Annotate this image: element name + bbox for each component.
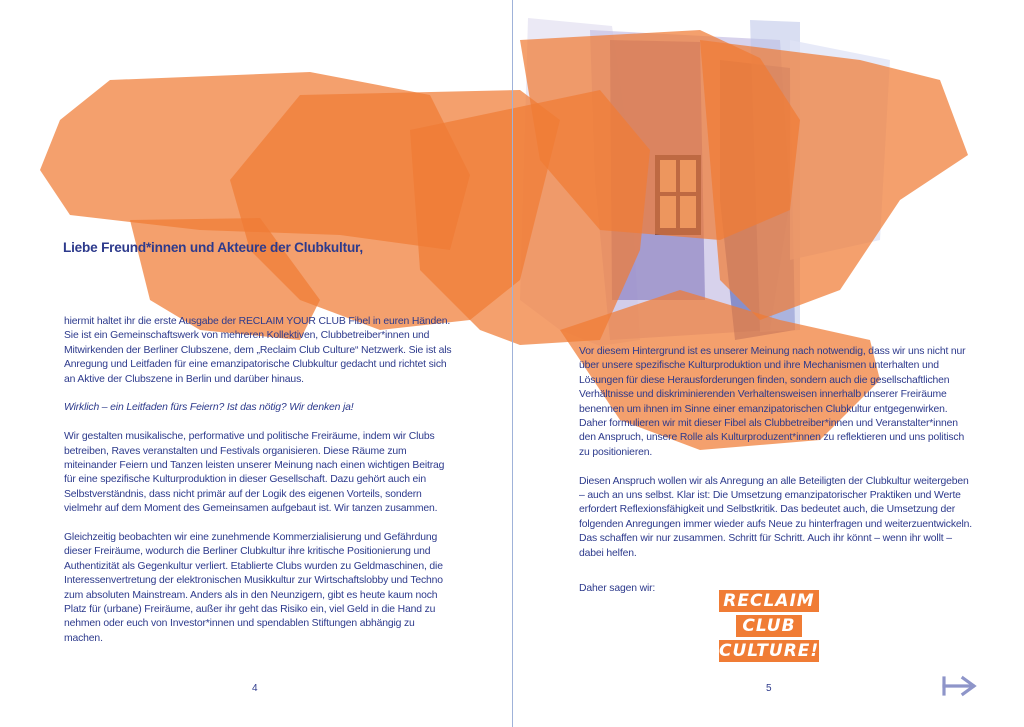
right-paragraph-1: Vor diesem Hintergrund ist es unserer Meinung nach notwendig, dass wir uns nicht nur über unsere spezifische Kulturproduktion und ihre Mechanismen unterhalten und Lösungen für diese Herausforderungen finden, sondern auch die gesellschaftlichen Verhältnisse und diskriminierenden Verhaltensweisen innerhalb unserer Freiräume benennen um ihnen im Sinne einer emanzipatorischen Clubkultur entgegenwirken. Daher formulieren wir mit dieser Fibel als Clubbetreiber*innen und Veranstalter*innen den Anspruch, unsere Rolle als Kulturproduzent*innen zu reflektieren und uns politisch zu positionieren.	[579, 346, 966, 458]
page-number-left: 4	[252, 683, 258, 694]
left-paragraph-4: Gleichzeitig beobachten wir eine zunehmende Kommerzialisierung und Gefährdung dieser Freiräume, wodurch die Berliner Clubkultur ihre kritische Positionierung und Authentizität als Gegenkultur verliert. Etablierte Clubs wurden zu Geldmaschinen, die Interessenvertretung der elektronischen Musikkultur zur Wirtschaftslobby und Techno zum absoluten Mainstream. Anders als in den Neunzigern, gibt es heute kaum noch Platz für (urbane) Freiräume, außer ihr geht das Risiko ein, viel Geld in die Hand zu nehmen oder euch von Investor*innen und spendablen Stiftungen abhängig zu machen.	[64, 532, 443, 644]
next-arrow-icon[interactable]	[941, 675, 983, 697]
left-paragraph-3: Wir gestalten musikalische, performative und politische Freiräume, indem wir Clubs betreiben, Raves veranstalten und Festivals organisieren. Diese Räume zum miteinander Feiern und Tanzen leisten unserer Meinung nach einen wichtigen Beitrag für eine spezifische Kulturproduktion in dieser Gesellschaft. Dazu gehört auch ein Selbstverständnis, dass nicht primär auf der Logik des eigenen Vorteils, sondern vielmehr auf dem Moment des Gemeinsamen aufgebaut ist. Wir tanzen zusammen.	[64, 431, 445, 515]
right-body-text	[579, 345, 974, 575]
left-paragraph-2: Wirklich – ein Leitfaden fürs Feiern? Ist das nötig? Wir denken ja!	[64, 402, 354, 414]
logo-line-2: CLUB	[736, 615, 802, 637]
closing-line	[579, 582, 739, 611]
left-paragraph-1: hiermit haltet ihr die erste Ausgabe der RECLAIM YOUR CLUB Fibel in euren Händen. Sie ist ein Gemeinschaftswerk von mehreren Kollektiven, Clubbetreiber*innen und Mitwirkenden der Berliner Clubszene, dem „Reclaim Club Culture“ Netzwerk. Sie ist als Anregung und Leitfaden für eine emanzipatorische Clubkultur gedacht und richtet sich an Aktive der Clubszene in Berlin und darüber hinaus.	[64, 316, 452, 385]
logo-line-1: RECLAIM	[719, 590, 819, 612]
left-body-text	[64, 315, 456, 661]
closing-text: Daher sagen wir:	[579, 583, 656, 594]
reclaim-club-culture-logo	[719, 590, 821, 665]
page-number-right: 5	[766, 683, 772, 694]
page-heading: Liebe Freund*innen und Akteure der Clubkultur,	[63, 240, 363, 255]
right-paragraph-2: Diesen Anspruch wollen wir als Anregung an alle Beteiligten der Clubkultur weitergeben – auch an uns selbst. Klar ist: Die Umsetzung emanzipatorischer Praktiken und Werte erfordert Reflexionsfähigkeit und Selbstkritik. Das bedeutet auch, die Umsetzung der folgenden Anregungen immer wieder aufs Neue zu hinterfragen und weiterzuentwickeln. Das schaffen wir nur zusammen. Schritt für Schritt. Auch ihr könnt – wenn ihr wollt – dabei helfen.	[579, 475, 973, 559]
logo-line-3: CULTURE!	[719, 641, 820, 661]
